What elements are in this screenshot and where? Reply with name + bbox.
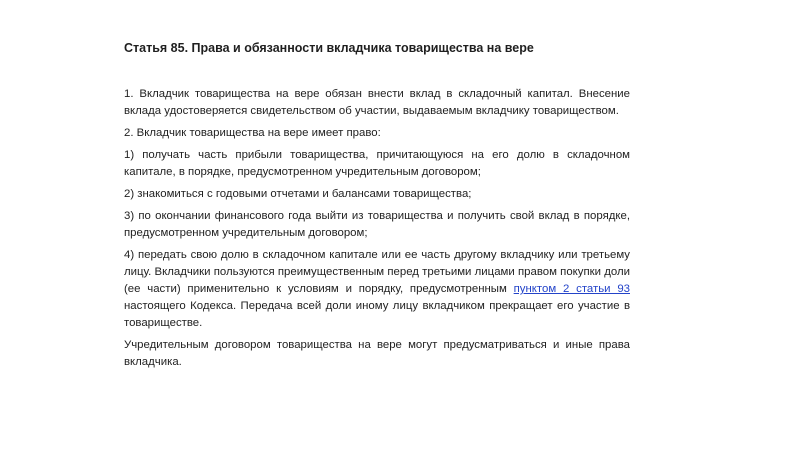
paragraph-2: 2. Вкладчик товарищества на вере имеет право: (124, 127, 381, 139)
list-item-4 (124, 247, 630, 332)
article-93-link[interactable]: пунктом 2 статьи 93 (513, 283, 630, 295)
list-item-4-text-end: настоящего Кодекса. Передача всей доли иному лицу вкладчиком прекращает его участие в товариществе. (124, 300, 630, 329)
paragraph-1: 1. Вкладчик товарищества на вере обязан внести вклад в складочный капитал. Внесение вклада удостоверяется свидетельством об участии, выдаваемым вкладчику товариществом. (124, 88, 630, 117)
list-item-3: 3) по окончании финансового года выйти из товарищества и получить свой вклад в порядке, предусмотренном учредительным договором; (124, 210, 630, 239)
document (124, 40, 630, 376)
list-item-4-text-start: 4) передать свою долю в складочном капитале или ее часть другому вкладчику или третьему лицу. Вкладчики пользуются преимущественным перед третьими лицами правом покупки доли (ее части) применительно к условиям и порядку, предусмотренным (124, 249, 630, 295)
list-item-1: 1) получать часть прибыли товарищества, причитающуюся на его долю в складочном капитале, в порядке, предусмотренном учредительным договором; (124, 149, 630, 178)
list-item-2: 2) знакомиться с годовыми отчетами и балансами товарищества; (124, 188, 472, 200)
closing-paragraph: Учредительным договором товарищества на вере могут предусматриваться и иные права вкладчика. (124, 339, 630, 368)
article-title: Статья 85. Права и обязанности вкладчика товарищества на вере (124, 41, 534, 55)
